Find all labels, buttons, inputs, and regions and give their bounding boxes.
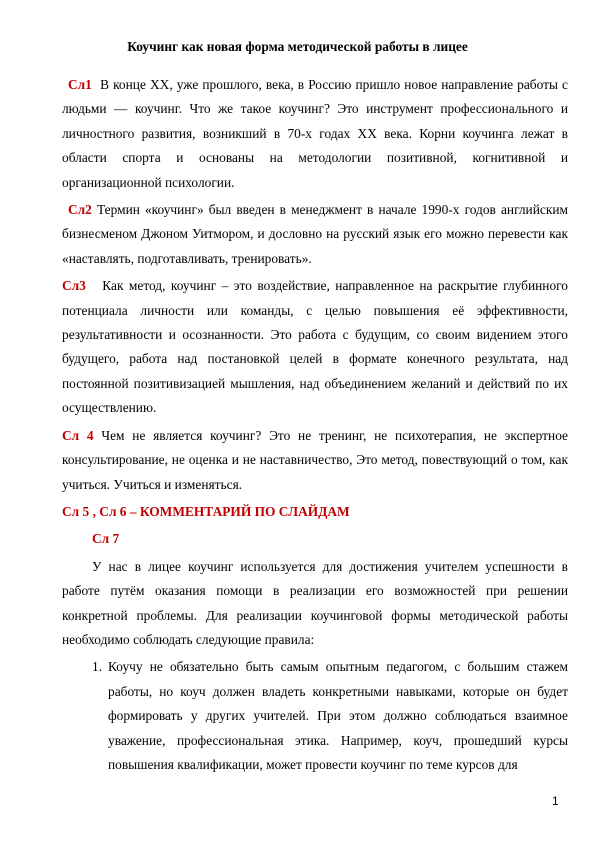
paragraph-text: Термин «коучинг» был введен в менеджмент в начале 1990-х годов английским бизнесменом Джоном Уитмором, и дословно на русский язык его можно перевести как «наставлять, подготавливать, тренировать». <box>62 202 568 266</box>
paragraph-sl4 <box>62 424 568 497</box>
slide-label: Сл2 <box>68 202 92 218</box>
paragraph-text: Чем не является коучинг? Это не тренинг, не психотерапия, не экспертное консультирование, не оценка и не наставничество, Это метод, повествующий о том, как учиться. Учиться и изменяться. <box>62 427 568 492</box>
paragraph-intro: У нас в лицее коучинг используется для достижения учителем успешности в работе путём оказания помощи в реализации его возможностей при решении конкретной проблемы. Для реализации коучинговой формы методической работы необходимо соблюдать следующие правила: <box>62 558 568 647</box>
document-body <box>62 73 568 777</box>
paragraph-sl2 <box>62 198 568 271</box>
paragraph-text: Как метод, коучинг – это воздействие, направленное на раскрытие глубинного потенциала личности или команды, с целью повышения её эффективности, результативности и осознанности. Это работа с будущим, со своим видением этого будущего, работа над постановкой целей в формате конечного результата, над постоянной позитивизацией мышления, над объединением желаний и действий по их осуществлению. <box>62 278 568 416</box>
heading-comments: Сл 5 , Сл 6 – КОММЕНТАРИЙ ПО СЛАЙДАМ <box>62 503 350 519</box>
list-item-text: Коучу не обязательно быть самым опытным педагогом, с большим стажем работы, но коуч должен владеть конкретными навыками, которые он будет формировать у других учителей. При этом должно соблюдаться взаимное уважение, профессиональная этика. Например, коуч, прошедший курсы повышения квалификации, может провести коучинг по теме курсов для <box>108 659 568 772</box>
paragraph-text: В конце XX, уже прошлого, века, в Россию пришло новое направление работы с людьми — коучинг. Что же такое коучинг? Это инструмент профессионального и личностного развития, возникший в 70-х годах XX века. Корни коучинга лежат в области спорта и основаны на методологии позитивной, когнитивной и организационной психологии. <box>62 77 568 190</box>
slide-label: Сл 4 <box>62 427 94 443</box>
paragraph-sl1 <box>62 73 568 195</box>
slide-label: Сл1 <box>68 77 92 92</box>
page-number: 1 <box>552 794 559 808</box>
slide-label: Сл3 <box>62 278 86 294</box>
heading-sl7: Сл 7 <box>92 531 120 547</box>
paragraph-sl3 <box>62 274 568 420</box>
list-item <box>62 655 568 777</box>
list-item-number: 1. <box>92 659 103 675</box>
document-title: Коучинг как новая форма методической работы в лицее <box>127 39 468 54</box>
